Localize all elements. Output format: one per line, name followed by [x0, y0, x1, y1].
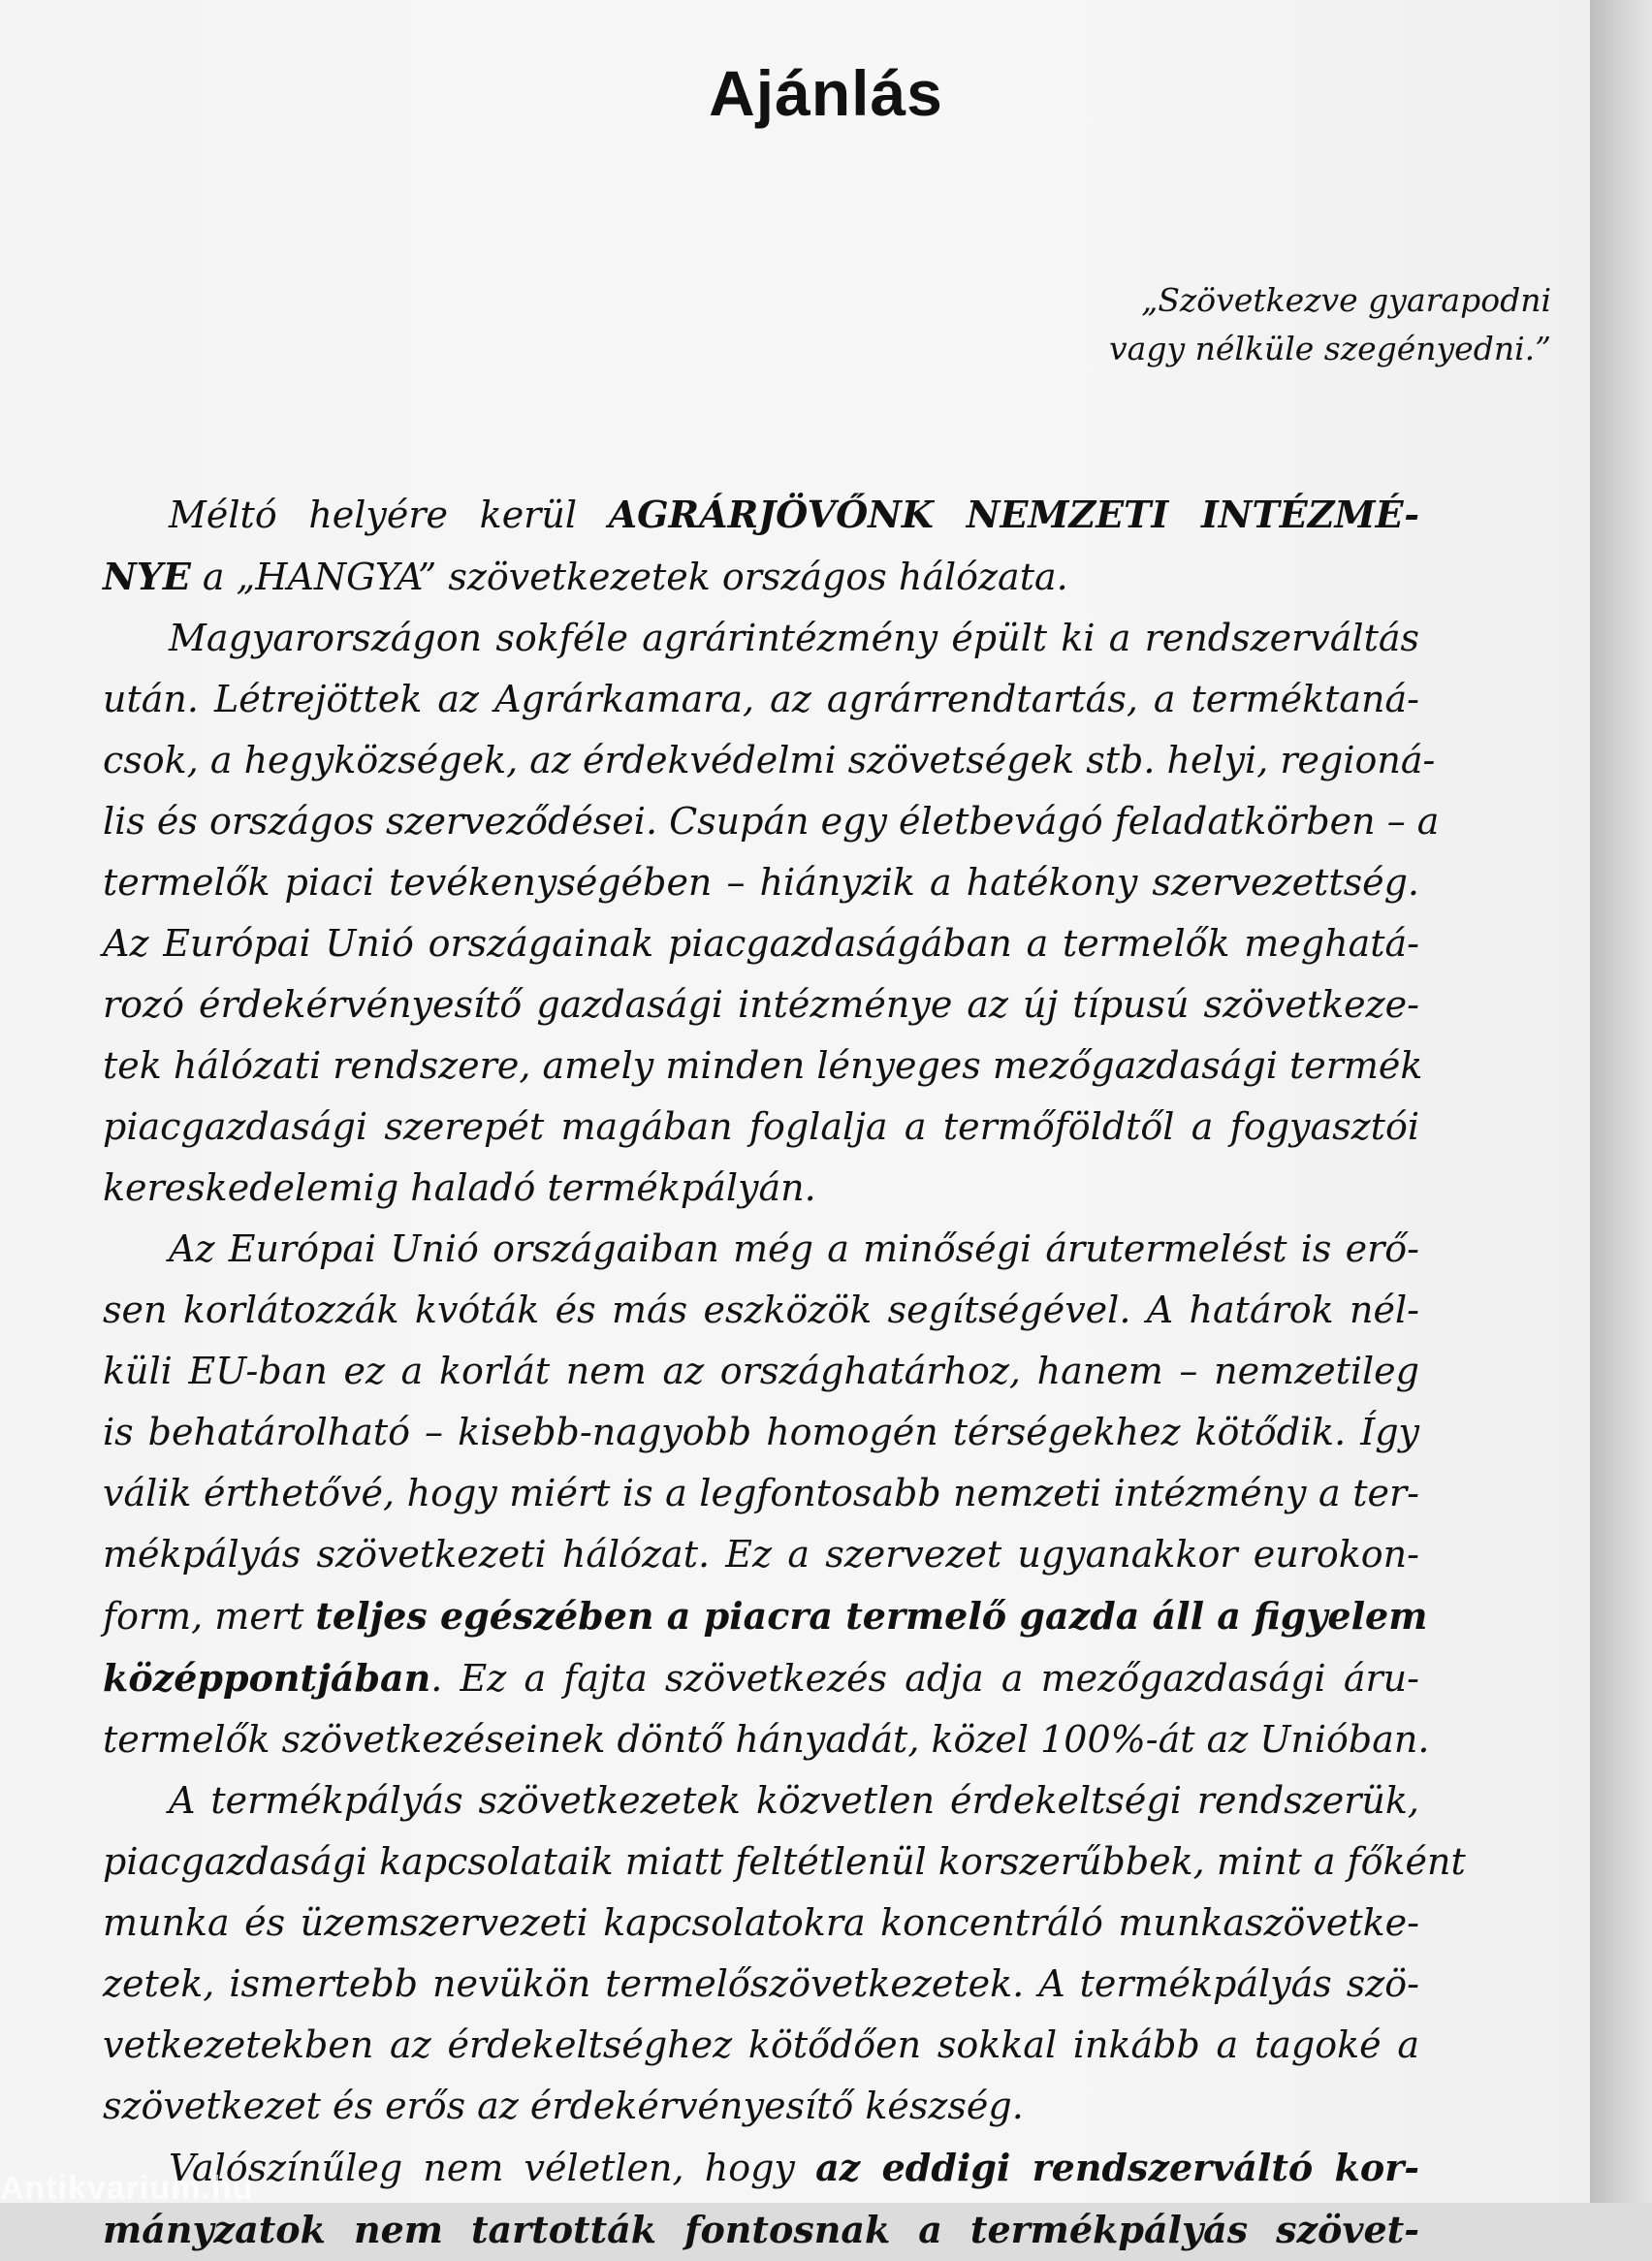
paragraph-4-line: A termékpályás szövetkezetek közvetlen érdekeltségi rendszerük, — [169, 1779, 1419, 1822]
paragraph-4-line: piacgazdasági kapcsolataik miatt feltétlenül korszerűbbek, mint a főként — [103, 1840, 1466, 1883]
paragraph-4-line: zetek, ismertebb nevükön termelőszövetkezetek. A termékpályás szö- — [103, 1962, 1419, 2005]
emphasis-text: NYE — [103, 555, 191, 598]
paragraph-3-line: termelők szövetkezéseinek döntő hányadát, közel 100%-át az Unióban. — [103, 1718, 1430, 1761]
paragraph-2-line: rozó érdekérvényesítő gazdasági intézménye az új típusú szövetkeze- — [103, 983, 1419, 1026]
paragraph-1-line: NYE a „HANGYA” szövetkezetek országos hálózata. — [103, 555, 1068, 598]
motto-line: vagy nélküle szegényedni.” — [1109, 330, 1551, 367]
body-text — [103, 484, 1466, 2261]
paragraph-2-line: Az Európai Unió országainak piacgazdaságában a termelők meghatá- — [103, 922, 1419, 965]
paragraph-3-line: is behatárolható – kisebb-nagyobb homogén térségekhez kötődik. Így — [103, 1411, 1419, 1453]
paragraph-3-line: mékpályás szövetkezeti hálózat. Ez a szervezet ugyanakkor eurokon- — [103, 1533, 1419, 1576]
paragraph-1-line: Méltó helyére kerül AGRÁRJÖVŐNK NEMZETI INTÉZMÉ- — [169, 493, 1420, 536]
paragraph-3-line: küli EU-ban ez a korlát nem az országhatárhoz, hanem – nemzetileg — [103, 1350, 1419, 1392]
emphasis-text: AGRÁRJÖVŐNK NEMZETI INTÉZMÉ- — [608, 493, 1420, 536]
paragraph-3-line: form, mert teljes egészében a piacra termelő gazda áll a figyelem — [103, 1594, 1428, 1638]
page-title: Ajánlás — [709, 57, 943, 130]
paragraph-3-line: középpontjában. Ez a fajta szövetkezés adja a mezőgazdasági áru- — [103, 1656, 1419, 1700]
emphasis-text: az eddigi rendszerváltó kor- — [815, 2146, 1420, 2189]
motto-quote — [931, 276, 1551, 373]
paragraph-3-line: válik érthetővé, hogy miért is a legfontosabb nemzeti intézmény a ter- — [103, 1472, 1419, 1514]
motto-line: „Szövetkezve gyarapodni — [1141, 281, 1551, 319]
emphasis-text: teljes egészében a piacra termelő gazda áll a figyelem — [315, 1594, 1428, 1638]
paragraph-4-line: szövetkezet és erős az érdekérvényesítő készség. — [103, 2085, 1024, 2127]
paragraph-5-line: Valószínűleg nem véletlen, hogy az eddigi rendszerváltó kor- — [169, 2146, 1420, 2189]
emphasis-text: középpontjában — [103, 1656, 431, 1700]
paragraph-2-line: termelők piaci tevékenységében – hiányzik a hatékony szervezettség. — [103, 861, 1419, 904]
paragraph-2-line: csok, a hegyközségek, az érdekvédelmi szövetségek stb. helyi, regioná- — [103, 739, 1436, 781]
paragraph-4-line: vetkezetekben az érdekeltséghez kötődően sokkal inkább a tagoké a — [103, 2023, 1419, 2066]
paragraph-3-line: sen korlátozzák kvóták és más eszközök segítségével. A határok nél- — [103, 1289, 1419, 1331]
page-gutter — [1590, 0, 1652, 2203]
paragraph-3-line: Az Európai Unió országaiban még a minőségi árutermelést is erő- — [169, 1227, 1419, 1270]
paragraph-2-line: lis és országos szerveződései. Csupán egy életbevágó feladatkörben – a — [103, 800, 1440, 843]
paragraph-4-line: munka és üzemszervezeti kapcsolatokra koncentráló munkaszövetke- — [103, 1901, 1419, 1944]
paragraph-2-line: piacgazdasági szerepét magában foglalja a termőföldtől a fogyasztói — [103, 1105, 1419, 1148]
paragraph-2-line: tek hálózati rendszere, amely minden lényeges mezőgazdasági termék — [103, 1044, 1423, 1087]
emphasis-text: mányzatok nem tartották fontosnak a termékpályás szövet- — [103, 2208, 1419, 2251]
paragraph-2-line: után. Létrejöttek az Agrárkamara, az agrárrendtartás, a terméktaná- — [103, 678, 1419, 720]
paragraph-2-line: Magyarországon sokféle agrárintézmény épült ki a rendszerváltás — [169, 617, 1419, 659]
paragraph-5-line — [103, 2199, 1419, 2261]
watermark-text: Antikvarium.hu — [0, 2170, 254, 2207]
paragraph-2-line: kereskedelemig haladó termékpályán. — [103, 1166, 816, 1209]
